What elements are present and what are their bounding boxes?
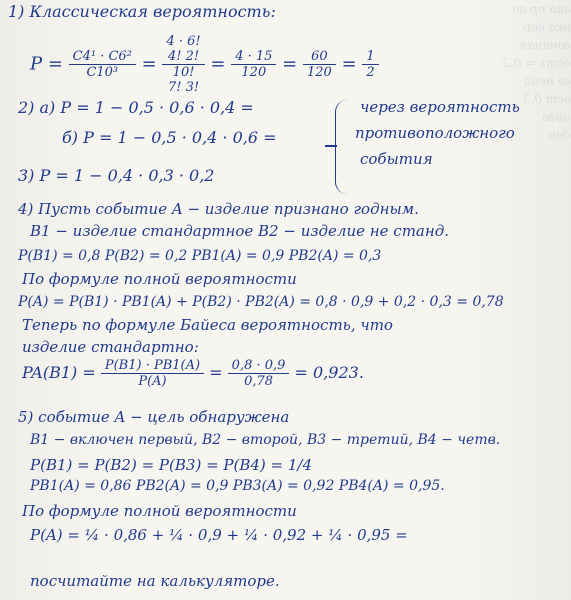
s1-eq4: =	[341, 53, 357, 75]
s1-eq2: =	[210, 53, 226, 75]
s5-line1: 5) событие A − цель обнаружена	[18, 408, 290, 426]
s1-frac2-num-top: 4 · 6!	[166, 34, 201, 49]
s4-bayes-den: P(A)	[138, 374, 167, 389]
s4-line6: Теперь по формуле Байеса вероятность, что	[22, 316, 393, 334]
s4-bayes-formula	[22, 358, 364, 389]
s1-frac-factorials	[162, 34, 204, 95]
s4-line5: P(A) = P(B1) · PB1(A) + P(B2) · PB2(A) = 0,8 · 0,9 + 0,2 · 0,3 = 0,78	[18, 294, 504, 310]
s2-brace-tip	[325, 145, 337, 147]
s2-note-1: через вероятность	[360, 98, 520, 116]
s4-bayes-num: P(B1) · PB1(A)	[101, 358, 204, 374]
s1-frac4	[303, 49, 336, 80]
s4-bayes-val-num: 0,8 · 0,9	[228, 358, 290, 374]
s1-frac-combinations	[69, 49, 136, 80]
s4-line2: B1 − изделие стандартное B2 − изделие не станд.	[30, 222, 450, 240]
s1-eq3: =	[282, 53, 298, 75]
s4-bayes-frac	[101, 358, 204, 389]
s4-bayes-result: = 0,923.	[294, 363, 364, 382]
s1-frac5-den: 2	[366, 65, 375, 80]
s5-line6: P(A) = ¼ · 0,86 + ¼ · 0,9 + ¼ · 0,92 + ¼ · 0,95 =	[30, 526, 408, 544]
s5-line4: PB1(A) = 0,86 PB2(A) = 0,9 PB3(A) = 0,92 PB4(A) = 0,95.	[30, 478, 445, 494]
bleed-through-text: ааа пр ао нка вер гонаная ость = 0,2 ог нена ост 0,3 цого дон	[502, 2, 571, 142]
s1-frac3-num: 4 · 15	[231, 49, 276, 65]
s1-lhs: P =	[30, 53, 63, 75]
s1-frac1-num: C4¹ · C6²	[69, 49, 136, 65]
s4-line1: 4) Пусть событие A − изделие признано годным.	[18, 200, 419, 218]
s2-brace	[335, 100, 354, 194]
s1-frac4-den: 120	[307, 65, 332, 80]
s2-note-2: противоположного	[355, 124, 515, 142]
s1-frac2-num-bottom: 4! 2!	[168, 49, 200, 64]
s1-frac5-num: 1	[362, 49, 378, 65]
s4-bayes-lhs: PA(B1) =	[22, 363, 96, 382]
s1-frac1-den: C10³	[86, 65, 119, 80]
s3-line: 3) P = 1 − 0,4 · 0,3 · 0,2	[18, 166, 215, 185]
s4-bayes-val-den: 0,78	[244, 374, 274, 389]
s5-line3: P(B1) = P(B2) = P(B3) = P(B4) = 1/4	[30, 456, 313, 474]
s4-bayes-value-frac	[228, 358, 290, 389]
s5-line5: По формуле полной вероятности	[22, 502, 297, 520]
s1-heading: 1) Классическая вероятность:	[8, 2, 276, 21]
s4-line4: По формуле полной вероятности	[22, 270, 297, 288]
s1-frac3-den: 120	[241, 65, 267, 80]
s1-frac4-num: 60	[303, 49, 336, 65]
s1-frac2-den-bottom: 7! 3!	[168, 80, 200, 95]
s4-line7: изделие стандартно:	[22, 338, 199, 356]
s1-frac5	[362, 49, 378, 80]
s1-frac3	[231, 49, 276, 80]
s2-note-3: события	[360, 150, 433, 168]
s1-formula	[30, 34, 379, 95]
s5-line2: B1 − включен первый, B2 − второй, B3 − третий, B4 − четв.	[30, 432, 501, 448]
s2-line-b: б) P = 1 − 0,5 · 0,4 · 0,6 =	[62, 128, 277, 147]
s1-eq1: =	[141, 53, 157, 75]
s2-line-a: 2) а) P = 1 − 0,5 · 0,6 · 0,4 =	[18, 98, 254, 117]
s1-frac2-den-top: 10!	[172, 65, 195, 80]
s5-line7: посчитайте на калькуляторе.	[30, 572, 280, 590]
s4-line3: P(B1) = 0,8 P(B2) = 0,2 PB1(A) = 0,9 PB2(A) = 0,3	[18, 248, 382, 264]
s4-bayes-eq: =	[209, 363, 223, 382]
